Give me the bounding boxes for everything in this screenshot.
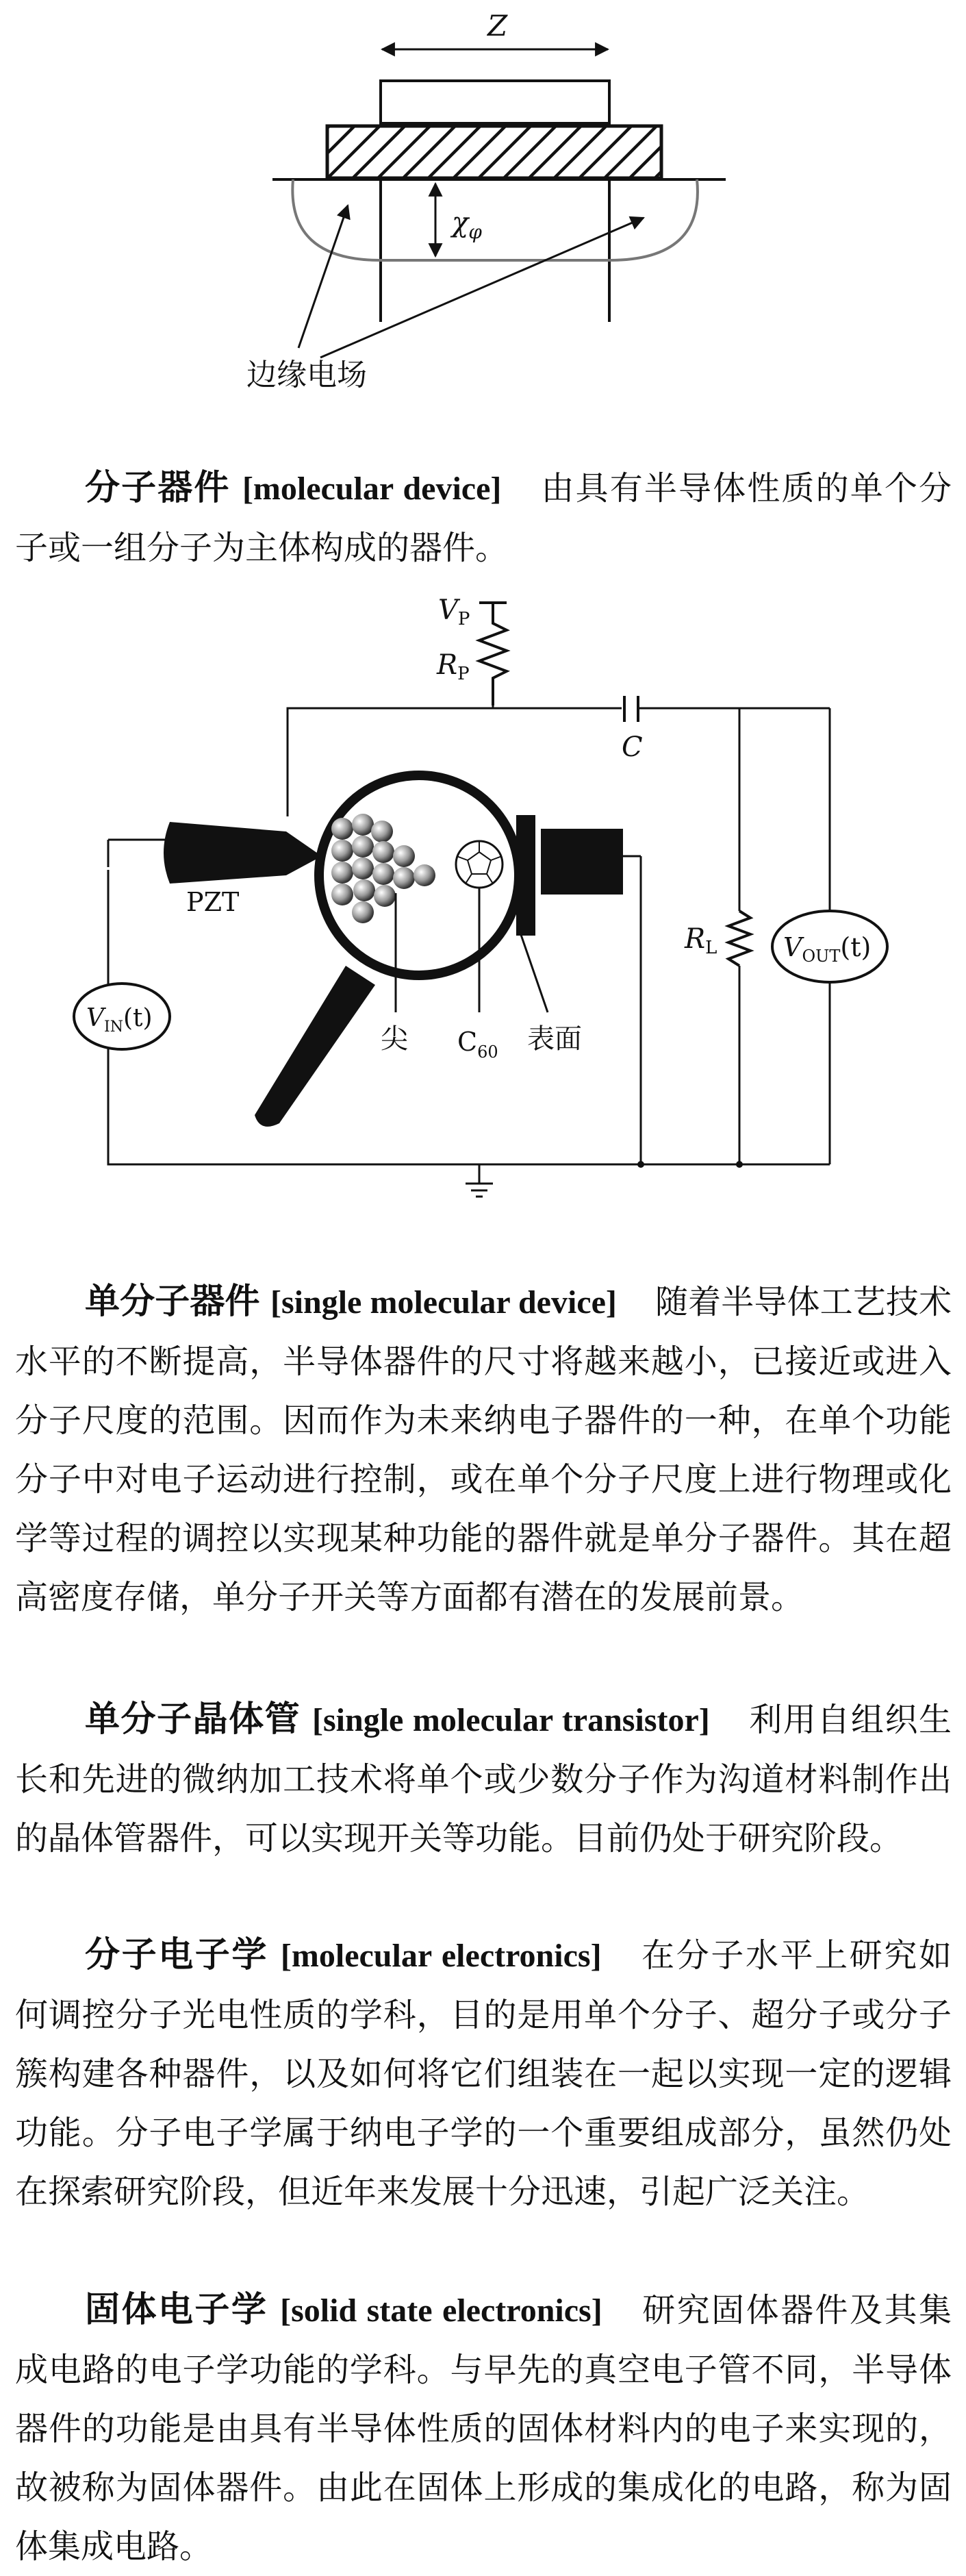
c60-molecule (456, 841, 503, 888)
c60-label: $C_{60}$ (457, 1027, 498, 1062)
ground-symbol (466, 1164, 493, 1197)
entry-body: 在分子水平上研究如何调控分子光电性质的学科，目的是用单个分子、超分子或分子簇构建各种器件，以及如何将它们组装在一起以实现一定的逻辑功能。分子电子学属于纳电子学的一个重要组成部分，虽然仍处在探索研究阶段，但近年来发展十分迅速，引起广泛关注。 (15, 1936, 952, 2211)
capacitor-label: C (622, 731, 643, 763)
entry-body: 利用自组织生长和先进的微纳加工技术将单个或少数分子作为沟道材料制作出的晶体管器件，可以实现开关等功能。目前仍处于研究阶段。 (15, 1701, 952, 1858)
surface-label: 表面 (527, 1023, 582, 1055)
entry-term: 分子电子学 (85, 1935, 269, 1975)
vp-label: $V_P$ (438, 595, 470, 629)
rp-label: $R_P$ (437, 649, 470, 684)
rp-resistor (479, 603, 507, 705)
entry-molecular-device (15, 459, 952, 577)
pzt-tip-body (164, 822, 322, 884)
magnifier-handle (255, 966, 375, 1127)
entry-english: [solid state electronics] (280, 2292, 602, 2329)
entry-term: 固体电子学 (85, 2290, 268, 2330)
fringe-caption: 边缘电场 (246, 358, 367, 392)
entry-body: 由具有半导体性质的单个分子或一组分子为主体构成的器件。 (15, 469, 952, 567)
stm-circuit-figure (0, 589, 966, 1226)
fringe-pointer-right (320, 218, 644, 358)
entry-single-molecular-device (15, 1273, 952, 1627)
entry-english: [molecular electronics] (280, 1938, 602, 1974)
surface-electrode (541, 829, 623, 895)
entry-term: 单分子晶体管 (85, 1699, 301, 1740)
entry-molecular-electronics (15, 1926, 952, 2221)
vin-label: $V_{IN}(t)$ (86, 1004, 153, 1036)
pzt-label: PZT (186, 887, 240, 917)
entry-solid-state-electronics (15, 2281, 952, 2576)
hatched-layer (327, 126, 661, 178)
top-electrode (381, 81, 609, 123)
entry-body: 研究固体器件及其集成电路的电子学功能的学科。与早先的真空电子管不同，半导体器件的功能是由具有半导体性质的固体材料内的电子来实现的，故被称为固体器件。由此在固体上形成的集成化的电路，称为固体集成电路。 (15, 2291, 952, 2566)
rl-resistor (728, 911, 750, 966)
tip-label: 尖 (381, 1023, 408, 1055)
entry-term: 分子器件 (85, 468, 231, 508)
entry-term: 单分子器件 (85, 1281, 260, 1322)
entry-english: [single molecular device] (270, 1284, 617, 1321)
fringe-pointer-left (298, 205, 348, 348)
z-label: Z (487, 9, 508, 42)
rl-label: $R_L$ (685, 923, 717, 958)
entry-english: [molecular device] (242, 471, 502, 507)
entry-body: 随着半导体工艺技术水平的不断提高，半导体器件的尺寸将越来越小，已接近或进入分子尺度的范围。因而作为未来纳电子器件的一种，在单个功能分子中对电子运动进行控制，或在单个分子尺度上进行物理或化学等过程的调控以实现某种功能的器件就是单分子器件。其在超高密度存储，单分子开关等方面都有潜在的发展前景。 (15, 1283, 952, 1616)
vout-label: $V_{OUT}(t)$ (783, 932, 872, 966)
entry-english: [single molecular transistor] (312, 1702, 710, 1738)
entry-single-molecular-transistor (15, 1690, 952, 1868)
fringe-field-figure (0, 0, 966, 411)
chi-label: $\chi_\varphi$ (452, 207, 482, 243)
